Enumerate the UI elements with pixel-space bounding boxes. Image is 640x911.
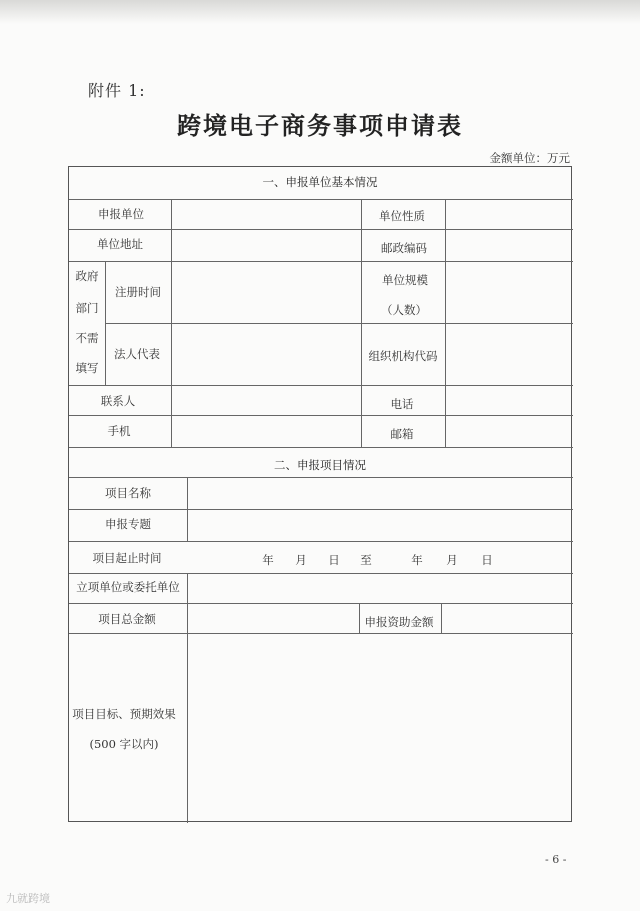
subsidy-amount-label: 申报资助金额: [364, 615, 434, 629]
section2-heading: 二、申报项目情况: [274, 458, 366, 472]
unit-scale-field[interactable]: [445, 261, 571, 322]
unit-address-field[interactable]: [171, 229, 360, 260]
end-day: 日: [481, 553, 493, 567]
legal-rep-field[interactable]: [171, 323, 360, 384]
legal-rep-label: 法人代表: [114, 347, 160, 361]
applicant-unit-label: 申报单位: [98, 207, 144, 221]
mobile-label: 手机: [107, 424, 131, 438]
gov-note-3: 不需: [75, 331, 99, 345]
contact-label: 联系人: [100, 394, 136, 408]
form-title: 跨境电子商务事项申请表: [177, 111, 463, 140]
total-amount-label: 项目总金额: [98, 612, 156, 626]
period-label: 项目起止时间: [92, 551, 162, 565]
start-month: 月: [295, 553, 307, 567]
mobile-field[interactable]: [171, 415, 360, 446]
topic-label: 申报专题: [105, 517, 151, 531]
email-field[interactable]: [445, 415, 571, 446]
date-to: 至: [360, 553, 372, 567]
registration-time-label: 注册时间: [115, 285, 161, 299]
org-code-label: 组织机构代码: [368, 349, 438, 363]
approving-unit-label: 立项单位或委托单位: [76, 580, 180, 594]
postal-code-field[interactable]: [445, 229, 571, 260]
goals-field[interactable]: [187, 633, 571, 821]
email-label: 邮箱: [390, 427, 414, 441]
contact-field[interactable]: [171, 385, 360, 414]
section1-heading: 一、申报单位基本情况: [262, 175, 378, 189]
goals-label: 项目目标、预期效果: [72, 707, 176, 721]
gov-note-4: 填写: [75, 361, 99, 375]
unit-address-label: 单位地址: [97, 237, 143, 251]
start-year: 年: [262, 553, 274, 567]
phone-label: 电话: [390, 397, 414, 411]
end-year: 年: [411, 553, 423, 567]
applicant-unit-field[interactable]: [171, 199, 360, 228]
annex-label: 附件 1:: [88, 81, 146, 100]
total-amount-field[interactable]: [187, 603, 358, 632]
postal-code-label: 邮政编码: [381, 241, 427, 255]
approving-unit-field[interactable]: [187, 573, 571, 603]
phone-field[interactable]: [445, 385, 571, 414]
project-name-field[interactable]: [187, 477, 571, 507]
amount-unit-note: 金额单位：万元: [489, 151, 570, 165]
unit-nature-label: 单位性质: [379, 209, 425, 223]
headcount-label: （人数）: [381, 303, 427, 317]
gov-note-2: 部门: [75, 301, 99, 315]
topic-field[interactable]: [187, 509, 571, 540]
end-month: 月: [446, 553, 458, 567]
gov-note-1: 政府: [75, 269, 99, 283]
subsidy-amount-field[interactable]: [441, 603, 571, 632]
org-code-field[interactable]: [445, 323, 571, 384]
scan-shadow: [0, 0, 640, 24]
registration-time-field[interactable]: [171, 261, 360, 322]
goals-limit-label: (500 字以内): [89, 737, 159, 751]
watermark: 九就跨境: [6, 892, 50, 905]
unit-nature-field[interactable]: [445, 199, 571, 228]
start-day: 日: [328, 553, 340, 567]
page-number: - 6 -: [545, 853, 567, 866]
unit-scale-label: 单位规模: [382, 273, 428, 287]
project-name-label: 项目名称: [105, 486, 151, 500]
